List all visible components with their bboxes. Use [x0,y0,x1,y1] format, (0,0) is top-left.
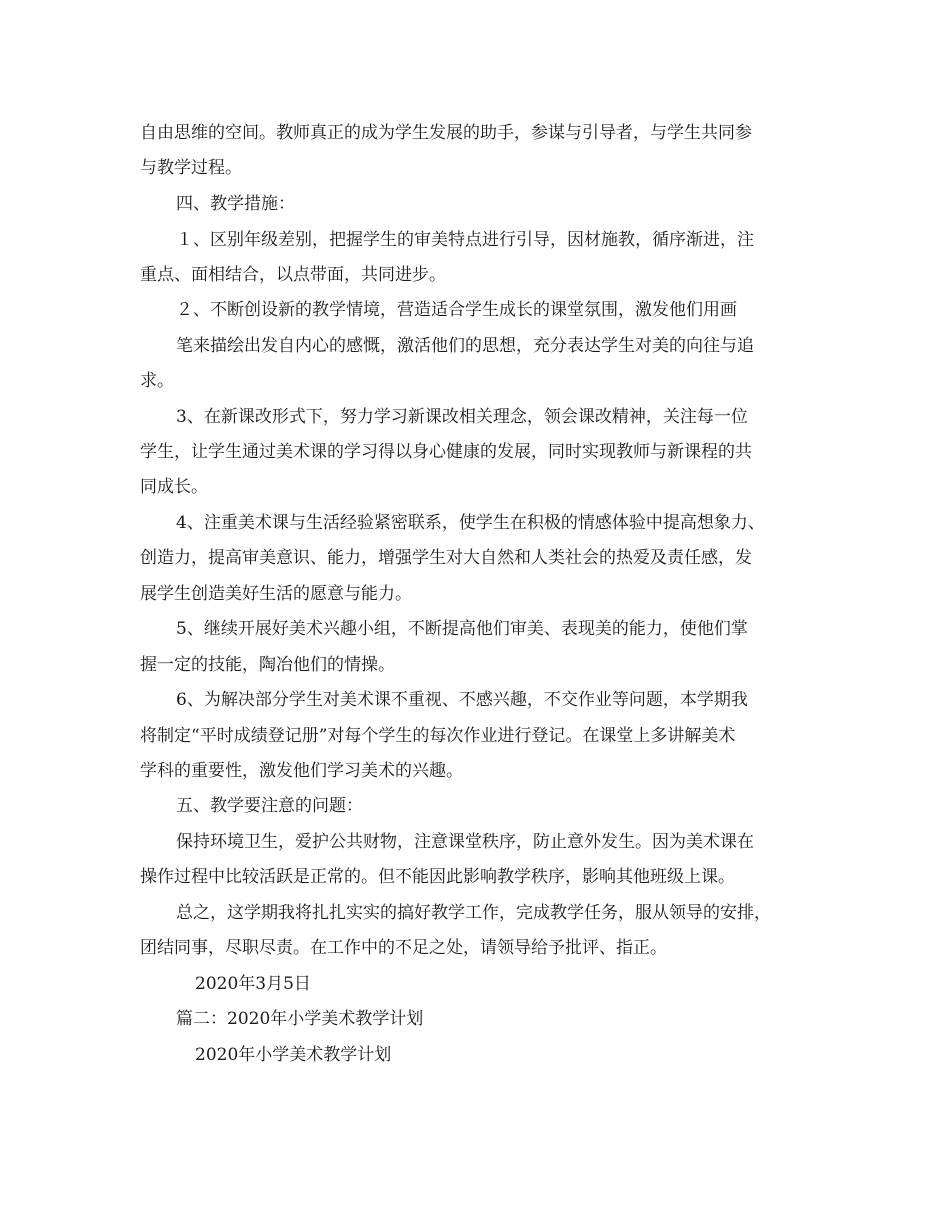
paragraph-line: 求。 [140,371,174,391]
paragraph-line: 保持环境卫生，爱护公共财物，注意课堂秩序，防止意外发生。因为美术课在 [176,832,754,852]
date-line: 2020年3月5日 [195,974,311,994]
paragraph-line: 创造力，提高审美意识、能力，增强学生对大自然和人类社会的热爱及责任感，发 [140,548,752,568]
paragraph-line: １、区别年级差别，把握学生的审美特点进行引导，因材施教，循序渐进，注 [176,230,754,250]
paragraph-line: 4、注重美术课与生活经验紧密联系，使学生在积极的情感体验中提高想象力、 [176,513,765,533]
paragraph-line: 自由思维的空间。教师真正的成为学生发展的助手，参谋与引导者，与学生共同参 [140,123,752,143]
paragraph-line: 将制定“平时成绩登记册”对每个学生的每次作业进行登记。在课堂上多讲解美术 [140,726,736,746]
paragraph-line: 重点、面相结合，以点带面，共同进步。 [140,265,446,285]
article-heading: 篇二：2020年小学美术教学计划 [176,1009,424,1029]
paragraph-line: 3、在新课改形式下，努力学习新课改相关理念，领会课改精神，关注每一位 [176,407,748,427]
article-title: 2020年小学美术教学计划 [195,1045,392,1065]
paragraph-line: 学生，让学生通过美术课的学习得以身心健康的发展，同时实现教师与新课程的共 [140,442,752,462]
paragraph-line: 笔来描绘出发自内心的感慨，激活他们的思想，充分表达学生对美的向往与追 [176,336,754,356]
paragraph-line: 6、为解决部分学生对美术课不重视、不感兴趣，不交作业等问题，本学期我 [176,690,748,710]
paragraph-line: 5、继续开展好美术兴趣小组，不断提高他们审美、表现美的能力，使他们掌 [176,619,748,639]
paragraph-line: 操作过程中比较活跃是正常的。但不能因此影响教学秩序，影响其他班级上课。 [140,867,735,887]
paragraph-line: 展学生创造美好生活的愿意与能力。 [140,584,412,604]
section-heading: 四、教学措施： [176,194,295,214]
paragraph-line: 握一定的技能，陶冶他们的情操。 [140,655,395,675]
section-heading: 五、教学要注意的问题： [176,796,363,816]
paragraph-line: 学科的重要性，激发他们学习美术的兴趣。 [140,761,463,781]
paragraph-line: 同成长。 [140,477,208,497]
paragraph-line: ２、不断创设新的教学情境，营造适合学生成长的课堂氛围，激发他们用画 [176,300,737,320]
paragraph-line: 团结同事，尽职尽责。在工作中的不足之处，请领导给予批评、指正。 [140,938,667,958]
paragraph-line: 与教学过程。 [140,158,242,178]
paragraph-line: 总之，这学期我将扎扎实实的搞好教学工作，完成教学任务，服从领导的安排， [176,903,771,923]
